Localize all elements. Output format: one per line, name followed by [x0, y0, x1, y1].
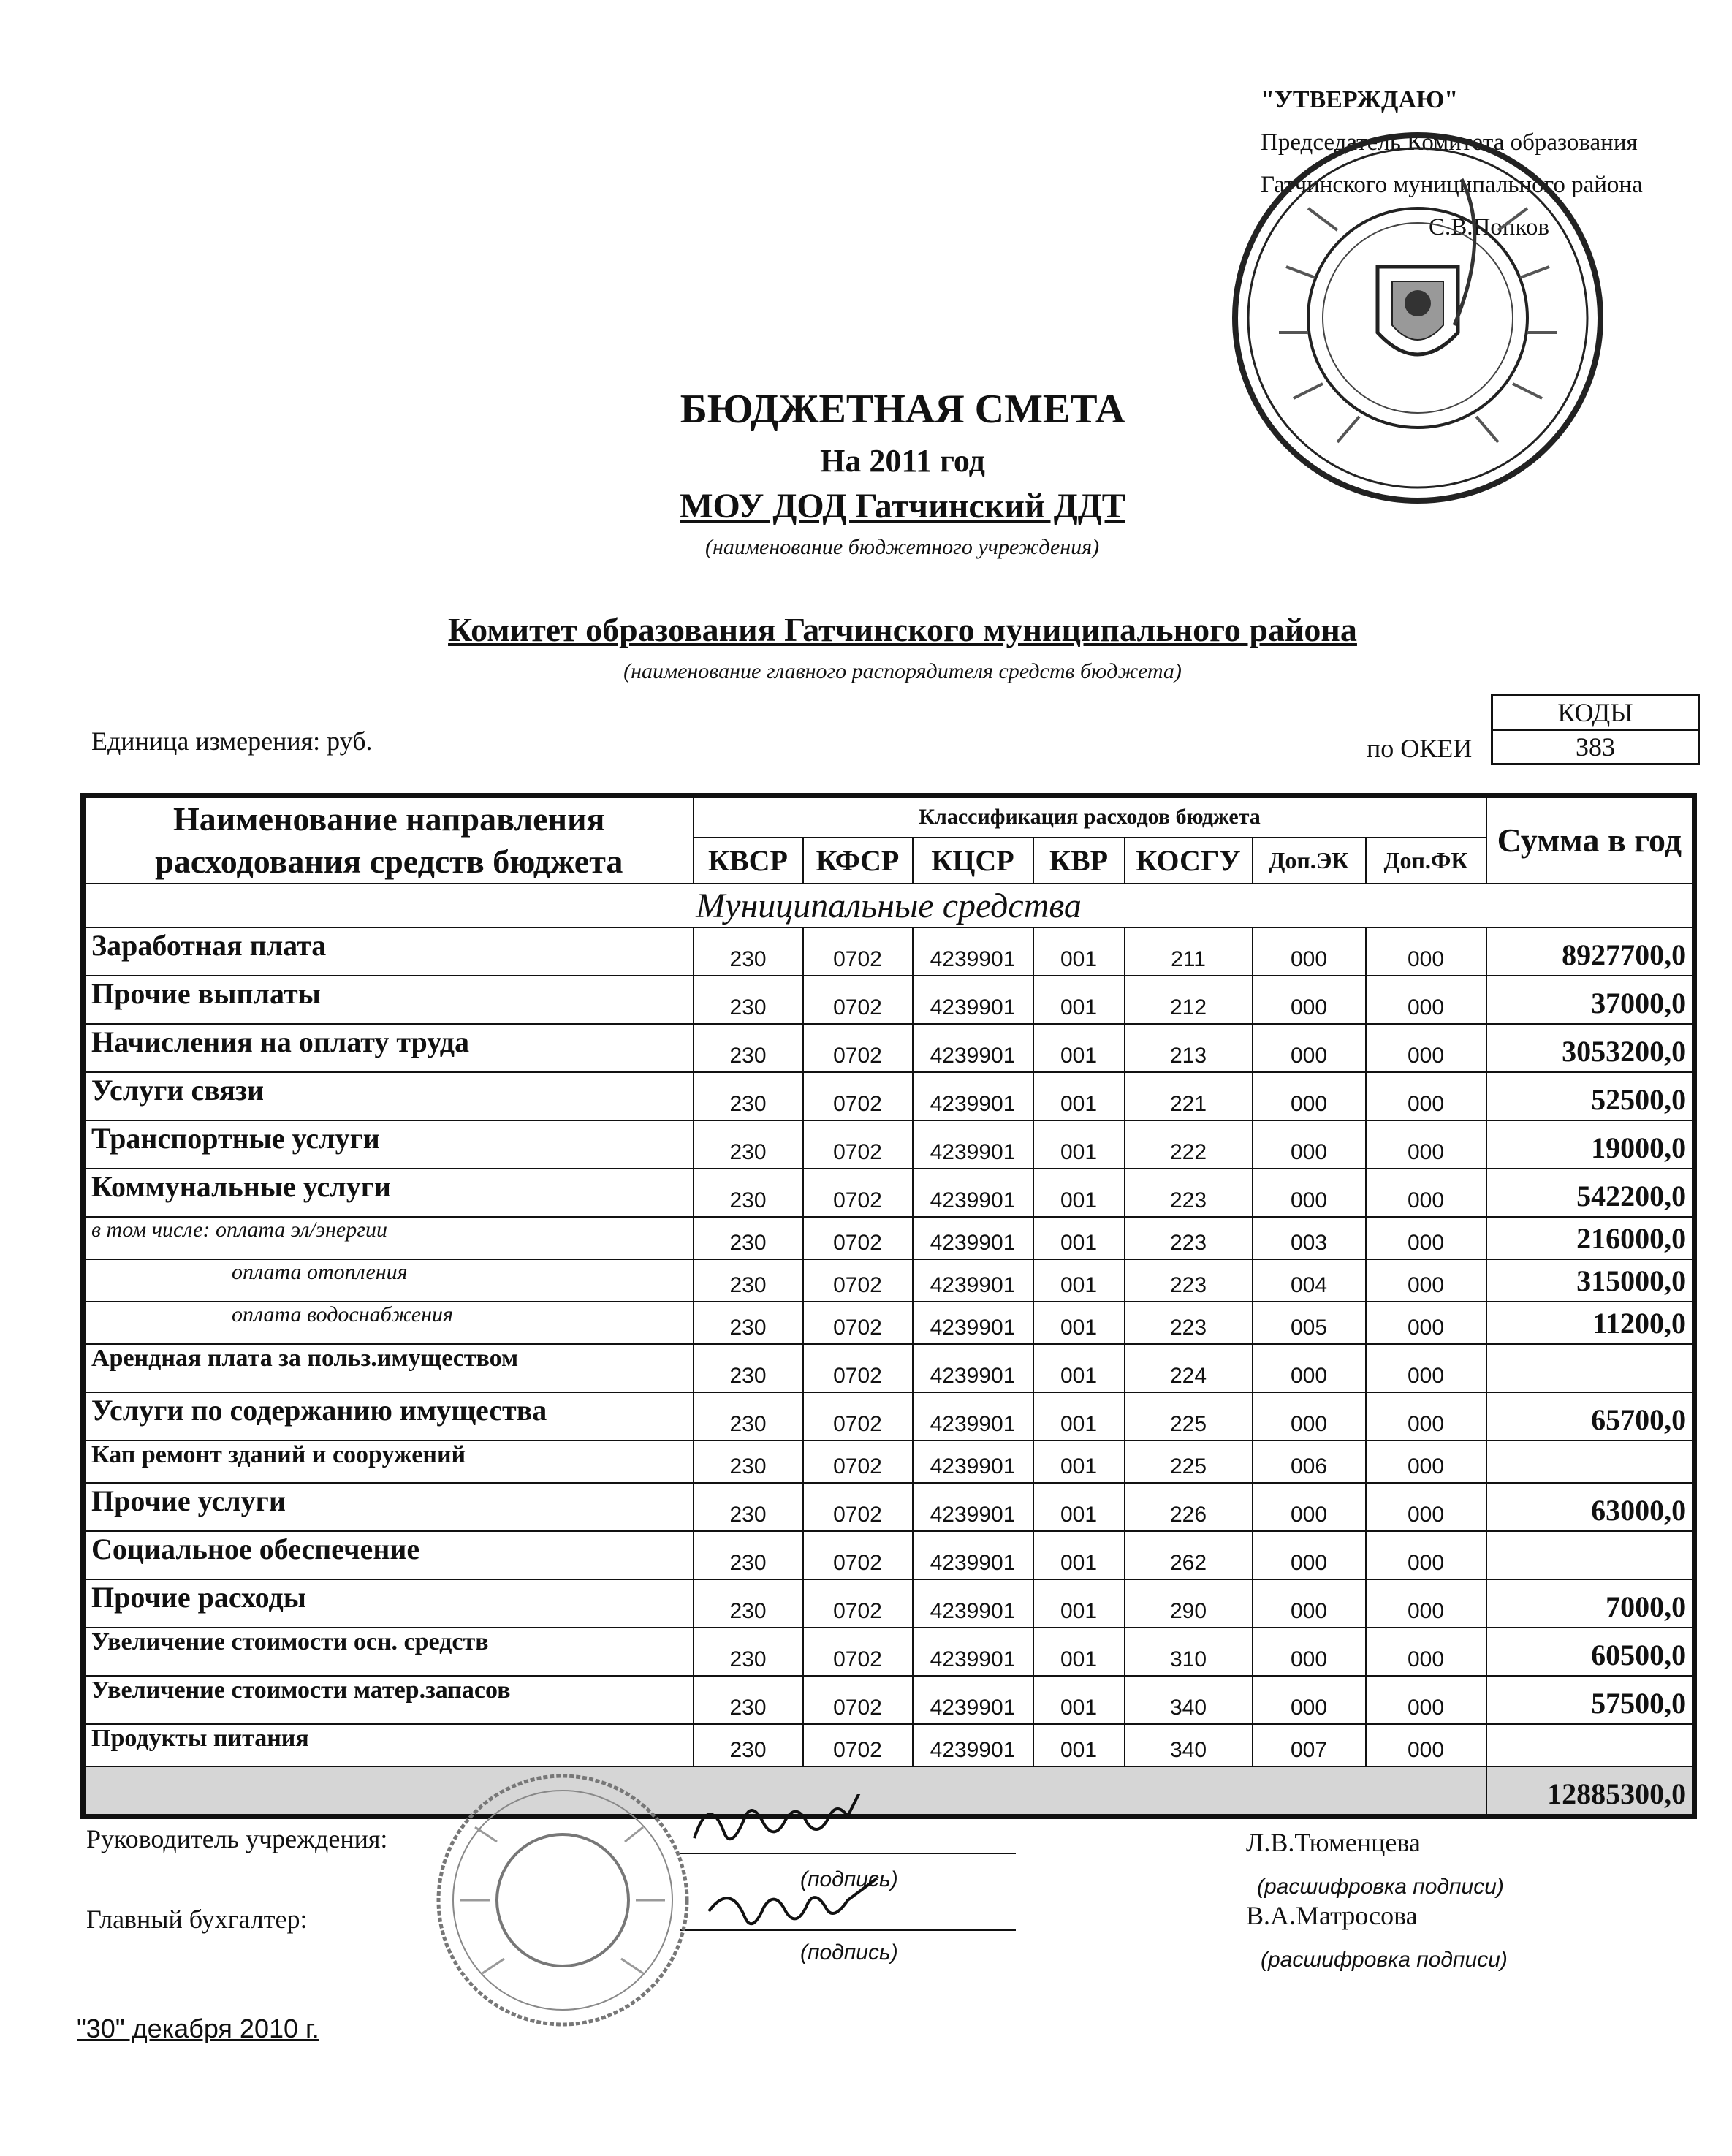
row-name: Кап ремонт зданий и сооружений	[83, 1441, 694, 1483]
approval-signer: С.В.Попков	[1429, 214, 1549, 240]
row-sum: 7000,0	[1486, 1579, 1695, 1628]
row-dopek: 000	[1253, 1579, 1366, 1628]
row-kosgu: 226	[1125, 1483, 1253, 1531]
row-dopek: 005	[1253, 1302, 1366, 1344]
table-row	[83, 1441, 1695, 1483]
header-dop-fk: Доп.ФК	[1366, 838, 1486, 884]
row-kcsr: 4239901	[913, 927, 1033, 976]
row-kvr: 001	[1033, 1483, 1125, 1531]
accountant-signature-icon	[702, 1875, 921, 1940]
unit-label: Единица измерения: руб.	[91, 726, 373, 756]
row-kvsr: 230	[694, 1259, 803, 1302]
row-kosgu: 290	[1125, 1579, 1253, 1628]
row-kvsr: 230	[694, 1676, 803, 1724]
row-kvr: 001	[1033, 1628, 1125, 1676]
row-dopek: 000	[1253, 927, 1366, 976]
row-name: Коммунальные услуги	[83, 1169, 694, 1217]
header-dop-ek: Доп.ЭК	[1253, 838, 1366, 884]
section-title: Муниципальные средства	[83, 884, 1695, 927]
row-kvsr: 230	[694, 976, 803, 1024]
institution-seal-icon	[431, 1769, 694, 2032]
row-sum: 65700,0	[1486, 1392, 1695, 1441]
row-dopek: 004	[1253, 1259, 1366, 1302]
row-kcsr: 4239901	[913, 1120, 1033, 1169]
head-sign-caption: (подпись)	[800, 1867, 898, 1891]
row-dopfk: 000	[1366, 1483, 1486, 1531]
row-name: Увеличение стоимости матер.запасов	[83, 1676, 694, 1724]
row-kosgu: 262	[1125, 1531, 1253, 1579]
row-kvr: 001	[1033, 1676, 1125, 1724]
row-kosgu: 310	[1125, 1628, 1253, 1676]
row-sum: 19000,0	[1486, 1120, 1695, 1169]
row-kfsr: 0702	[803, 1344, 913, 1392]
row-name: Услуги по содержанию имущества	[83, 1392, 694, 1441]
row-kcsr: 4239901	[913, 1676, 1033, 1724]
row-kfsr: 0702	[803, 1392, 913, 1441]
row-dopek: 000	[1253, 1024, 1366, 1072]
row-dopfk: 000	[1366, 1531, 1486, 1579]
row-sum: 8927700,0	[1486, 927, 1695, 976]
row-name: Транспортные услуги	[83, 1120, 694, 1169]
row-kcsr: 4239901	[913, 1217, 1033, 1259]
row-kvsr: 230	[694, 1724, 803, 1766]
row-kcsr: 4239901	[913, 1169, 1033, 1217]
row-sum	[1486, 1724, 1695, 1766]
row-dopfk: 000	[1366, 1392, 1486, 1441]
row-sum: 11200,0	[1486, 1302, 1695, 1344]
row-kcsr: 4239901	[913, 976, 1033, 1024]
row-kfsr: 0702	[803, 1531, 913, 1579]
row-kvr: 001	[1033, 1302, 1125, 1344]
row-kvsr: 230	[694, 1628, 803, 1676]
row-kosgu: 213	[1125, 1024, 1253, 1072]
row-kcsr: 4239901	[913, 1344, 1033, 1392]
row-dopek: 003	[1253, 1217, 1366, 1259]
row-sum: 216000,0	[1486, 1217, 1695, 1259]
row-dopfk: 000	[1366, 1120, 1486, 1169]
row-kvr: 001	[1033, 1392, 1125, 1441]
table-row	[83, 1344, 1695, 1392]
approval-heading: "УТВЕРЖДАЮ"	[1261, 86, 1459, 113]
row-kosgu: 223	[1125, 1259, 1253, 1302]
row-kcsr: 4239901	[913, 1259, 1033, 1302]
row-kcsr: 4239901	[913, 1302, 1033, 1344]
institution-caption: (наименование бюджетного учреждения)	[705, 535, 1100, 559]
accountant-label: Главный бухгалтер:	[86, 1905, 308, 1934]
row-name: Начисления на оплату труда	[83, 1024, 694, 1072]
row-dopek: 007	[1253, 1724, 1366, 1766]
row-dopfk: 000	[1366, 976, 1486, 1024]
header-name: Наименование направления расходования средств бюджета	[83, 796, 694, 884]
row-kosgu: 221	[1125, 1072, 1253, 1120]
row-kcsr: 4239901	[913, 1483, 1033, 1531]
row-dopek: 000	[1253, 1628, 1366, 1676]
row-kvsr: 230	[694, 1302, 803, 1344]
table-row	[83, 1072, 1695, 1120]
row-sum: 3053200,0	[1486, 1024, 1695, 1072]
header-sum: Сумма в год	[1486, 796, 1695, 884]
row-kfsr: 0702	[803, 1724, 913, 1766]
row-name: Прочие выплаты	[83, 976, 694, 1024]
row-kfsr: 0702	[803, 1072, 913, 1120]
row-dopfk: 000	[1366, 1217, 1486, 1259]
row-kfsr: 0702	[803, 1259, 913, 1302]
header-kcsr: КЦСР	[913, 838, 1033, 884]
row-name: Прочие расходы	[83, 1579, 694, 1628]
row-kvsr: 230	[694, 1392, 803, 1441]
row-dopfk: 000	[1366, 1441, 1486, 1483]
document-year: На 2011 год	[820, 443, 985, 479]
row-kosgu: 223	[1125, 1217, 1253, 1259]
table-row	[83, 1483, 1695, 1531]
row-kvr: 001	[1033, 1344, 1125, 1392]
row-dopfk: 000	[1366, 1072, 1486, 1120]
head-signature-icon	[687, 1794, 906, 1860]
document-title: БЮДЖЕТНАЯ СМЕТА	[680, 387, 1125, 432]
row-kfsr: 0702	[803, 976, 913, 1024]
row-kvsr: 230	[694, 1024, 803, 1072]
row-dopek: 000	[1253, 1120, 1366, 1169]
row-dopfk: 000	[1366, 1724, 1486, 1766]
row-kfsr: 0702	[803, 1169, 913, 1217]
header-kvsr: КВСР	[694, 838, 803, 884]
codes-box	[1491, 694, 1700, 765]
row-sum	[1486, 1441, 1695, 1483]
row-name: Арендная плата за польз.имуществом	[83, 1344, 694, 1392]
row-dopfk: 000	[1366, 927, 1486, 976]
row-kfsr: 0702	[803, 927, 913, 976]
row-kvr: 001	[1033, 976, 1125, 1024]
row-kvr: 001	[1033, 1441, 1125, 1483]
manager-name: Комитет образования Гатчинского муниципального района	[448, 611, 1357, 648]
row-kvr: 001	[1033, 1217, 1125, 1259]
row-kvr: 001	[1033, 1169, 1125, 1217]
row-dopek: 000	[1253, 1483, 1366, 1531]
row-kvr: 001	[1033, 1531, 1125, 1579]
row-kvsr: 230	[694, 1531, 803, 1579]
row-kosgu: 223	[1125, 1302, 1253, 1344]
row-kvsr: 230	[694, 1483, 803, 1531]
row-kvsr: 230	[694, 1169, 803, 1217]
row-kvr: 001	[1033, 1579, 1125, 1628]
accountant-name-caption: (расшифровка подписи)	[1261, 1948, 1508, 1972]
header-kvr: КВР	[1033, 838, 1125, 884]
approval-line-2: Гатчинского муниципального района	[1261, 172, 1643, 198]
table-row	[83, 927, 1695, 976]
codes-header: КОДЫ	[1492, 696, 1699, 730]
row-dopek: 000	[1253, 1169, 1366, 1217]
row-dopfk: 000	[1366, 1169, 1486, 1217]
row-name: Продукты питания	[83, 1724, 694, 1766]
table-row	[83, 1120, 1695, 1169]
row-dopek: 000	[1253, 1072, 1366, 1120]
head-name: Л.В.Тюменцева	[1246, 1828, 1421, 1857]
row-kvr: 001	[1033, 1024, 1125, 1072]
row-kcsr: 4239901	[913, 1579, 1033, 1628]
row-kcsr: 4239901	[913, 1024, 1033, 1072]
row-kosgu: 340	[1125, 1724, 1253, 1766]
manager-caption: (наименование главного распорядителя средств бюджета)	[623, 659, 1182, 683]
head-label: Руководитель учреждения:	[86, 1824, 388, 1853]
table-row	[83, 976, 1695, 1024]
row-kosgu: 224	[1125, 1344, 1253, 1392]
row-dopfk: 000	[1366, 1259, 1486, 1302]
head-name-caption: (расшифровка подписи)	[1257, 1875, 1504, 1899]
row-sum: 63000,0	[1486, 1483, 1695, 1531]
row-name: Увеличение стоимости осн. средств	[83, 1628, 694, 1676]
table-row	[83, 1676, 1695, 1724]
row-kfsr: 0702	[803, 1441, 913, 1483]
header-kosgu: КОСГУ	[1125, 838, 1253, 884]
row-kfsr: 0702	[803, 1024, 913, 1072]
row-name: Услуги связи	[83, 1072, 694, 1120]
row-name: Заработная плата	[83, 927, 694, 976]
row-dopfk: 000	[1366, 1628, 1486, 1676]
row-kvr: 001	[1033, 1120, 1125, 1169]
row-kcsr: 4239901	[913, 1724, 1033, 1766]
row-kfsr: 0702	[803, 1579, 913, 1628]
row-sum: 57500,0	[1486, 1676, 1695, 1724]
row-kcsr: 4239901	[913, 1072, 1033, 1120]
row-dopek: 000	[1253, 1531, 1366, 1579]
table-row	[83, 1579, 1695, 1628]
row-kfsr: 0702	[803, 1676, 913, 1724]
header-kfsr: КФСР	[803, 838, 913, 884]
row-name: Социальное обеспечение	[83, 1531, 694, 1579]
row-kosgu: 340	[1125, 1676, 1253, 1724]
row-kosgu: 222	[1125, 1120, 1253, 1169]
row-dopfk: 000	[1366, 1344, 1486, 1392]
row-dopek: 006	[1253, 1441, 1366, 1483]
row-kvsr: 230	[694, 1217, 803, 1259]
accountant-sign-caption: (подпись)	[800, 1940, 898, 1965]
table-row	[83, 1217, 1695, 1259]
row-name: Прочие услуги	[83, 1483, 694, 1531]
row-kosgu: 225	[1125, 1441, 1253, 1483]
document-date: "30" декабря 2010 г.	[77, 2013, 319, 2043]
row-dopfk: 000	[1366, 1302, 1486, 1344]
row-kcsr: 4239901	[913, 1628, 1033, 1676]
row-sum: 52500,0	[1486, 1072, 1695, 1120]
table-row	[83, 1628, 1695, 1676]
row-kvsr: 230	[694, 1072, 803, 1120]
row-sum	[1486, 1344, 1695, 1392]
row-kfsr: 0702	[803, 1483, 913, 1531]
row-kcsr: 4239901	[913, 1441, 1033, 1483]
row-kfsr: 0702	[803, 1217, 913, 1259]
row-kosgu: 223	[1125, 1169, 1253, 1217]
table-row	[83, 1392, 1695, 1441]
row-kvr: 001	[1033, 1072, 1125, 1120]
row-kvsr: 230	[694, 1344, 803, 1392]
table-row	[83, 1302, 1695, 1344]
row-kvsr: 230	[694, 927, 803, 976]
okei-label: по ОКЕИ	[1367, 734, 1473, 763]
table-row	[83, 1169, 1695, 1217]
header-classification: Классификация расходов бюджета	[694, 796, 1486, 838]
institution-name: МОУ ДОД Гатчинский ДДТ	[680, 487, 1125, 525]
row-kvsr: 230	[694, 1120, 803, 1169]
table-row	[83, 1259, 1695, 1302]
row-kosgu: 211	[1125, 927, 1253, 976]
row-kosgu: 212	[1125, 976, 1253, 1024]
table-row	[83, 1724, 1695, 1766]
row-name: в том числе: оплата эл/энергии	[83, 1217, 694, 1259]
row-dopek: 000	[1253, 1344, 1366, 1392]
row-kfsr: 0702	[803, 1628, 913, 1676]
row-dopfk: 000	[1366, 1579, 1486, 1628]
row-name: оплата отопления	[83, 1259, 694, 1302]
row-dopek: 000	[1253, 976, 1366, 1024]
row-kfsr: 0702	[803, 1302, 913, 1344]
table-row	[83, 1024, 1695, 1072]
row-dopfk: 000	[1366, 1676, 1486, 1724]
approval-line-1: Председатель Комитета образования	[1261, 129, 1638, 156]
row-kcsr: 4239901	[913, 1531, 1033, 1579]
row-kfsr: 0702	[803, 1120, 913, 1169]
total-sum: 12885300,0	[1486, 1766, 1695, 1817]
row-sum: 37000,0	[1486, 976, 1695, 1024]
row-dopek: 000	[1253, 1392, 1366, 1441]
table-row	[83, 1531, 1695, 1579]
budget-table	[80, 793, 1697, 1819]
row-sum: 60500,0	[1486, 1628, 1695, 1676]
row-sum: 315000,0	[1486, 1259, 1695, 1302]
row-kvr: 001	[1033, 927, 1125, 976]
row-name: оплата водоснабжения	[83, 1302, 694, 1344]
row-dopfk: 000	[1366, 1024, 1486, 1072]
row-kvr: 001	[1033, 1259, 1125, 1302]
row-kvsr: 230	[694, 1441, 803, 1483]
okei-value: 383	[1492, 730, 1699, 764]
row-kvr: 001	[1033, 1724, 1125, 1766]
accountant-name: В.А.Матросова	[1246, 1901, 1418, 1930]
row-dopek: 000	[1253, 1676, 1366, 1724]
row-kvsr: 230	[694, 1579, 803, 1628]
row-kosgu: 225	[1125, 1392, 1253, 1441]
row-sum	[1486, 1531, 1695, 1579]
row-sum: 542200,0	[1486, 1169, 1695, 1217]
row-kcsr: 4239901	[913, 1392, 1033, 1441]
